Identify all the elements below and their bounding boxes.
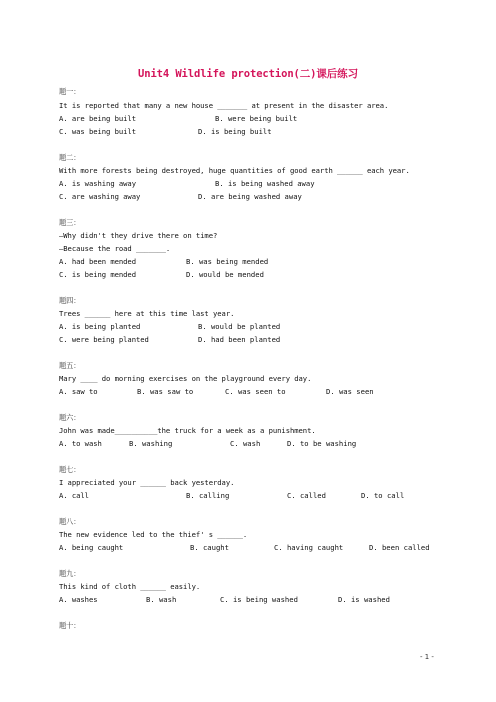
option-d: D. is washed	[338, 595, 390, 604]
option-c: C. was being built	[59, 127, 136, 136]
question-label: 题八：	[59, 517, 81, 526]
option-a: A. being caught	[59, 543, 124, 552]
option-d: D. would be mended	[186, 270, 264, 279]
question-label: 题四：	[59, 296, 81, 305]
question-stem-line-2: —Because the road _______.	[59, 244, 171, 253]
question-label: 题十：	[59, 621, 81, 630]
option-a: A. saw to	[59, 387, 98, 396]
question-label: 题二：	[59, 153, 81, 162]
option-b: B. calling	[186, 491, 230, 500]
option-b: B. caught	[190, 543, 229, 552]
option-b: B. were being built	[215, 114, 298, 123]
question-label: 题九：	[59, 569, 81, 578]
question-stem: Trees ______ here at this time last year.	[59, 309, 235, 318]
question-stem: This kind of cloth ______ easily.	[59, 582, 201, 591]
option-c: C. was seen to	[225, 387, 286, 396]
question-label: 题三：	[59, 218, 81, 227]
option-a: A. to wash	[59, 439, 102, 448]
option-c: C. having caught	[274, 543, 344, 552]
question-stem: The new evidence led to the thief' s ______.	[59, 530, 248, 539]
question-label: 题七：	[59, 465, 81, 474]
option-b: B. wash	[146, 595, 177, 604]
question-stem-line-1: —Why didn't they drive there on time?	[59, 231, 218, 240]
option-d: D. is being built	[198, 127, 272, 136]
option-c: C. wash	[230, 439, 261, 448]
page-number: - 1 -	[420, 653, 434, 661]
option-c: C. called	[287, 491, 326, 500]
question-label: 题一：	[59, 87, 81, 96]
option-d: D. to call	[361, 491, 405, 500]
page-title: Unit4 Wildlife protection(二)课后练习	[138, 68, 358, 80]
option-c: C. is being mended	[59, 270, 136, 279]
option-a: A. is being planted	[59, 322, 141, 331]
question-stem: John was made__________the truck for a week as a punishment.	[59, 426, 316, 435]
question-label: 题五：	[59, 361, 81, 370]
option-c: C. were being planted	[59, 335, 149, 344]
option-a: A. is washing away	[59, 179, 136, 188]
option-d: D. to be washing	[287, 439, 357, 448]
question-label: 题六：	[59, 413, 81, 422]
option-a: A. washes	[59, 595, 98, 604]
question-stem: Mary ____ do morning exercises on the playground every day.	[59, 374, 312, 383]
option-b: B. was saw to	[137, 387, 194, 396]
question-stem: With more forests being destroyed, huge quantities of good earth ______ each year.	[59, 166, 410, 175]
option-c: C. is being washed	[220, 595, 298, 604]
option-b: B. was being mended	[186, 257, 269, 266]
question-stem: I appreciated your ______ back yesterday.	[59, 478, 235, 487]
option-d: D. been called	[369, 543, 430, 552]
option-b: B. would be planted	[198, 322, 281, 331]
question-stem: It is reported that many a new house _______ at present in the disaster area.	[59, 101, 389, 110]
option-d: D. was seen	[326, 387, 374, 396]
option-a: A. had been mended	[59, 257, 136, 266]
option-d: D. are being washed away	[198, 192, 302, 201]
option-d: D. had been planted	[198, 335, 281, 344]
option-c: C. are washing away	[59, 192, 141, 201]
option-b: B. is being washed away	[215, 179, 315, 188]
option-a: A. call	[59, 491, 89, 500]
option-a: A. are being built	[59, 114, 136, 123]
option-b: B. washing	[129, 439, 173, 448]
